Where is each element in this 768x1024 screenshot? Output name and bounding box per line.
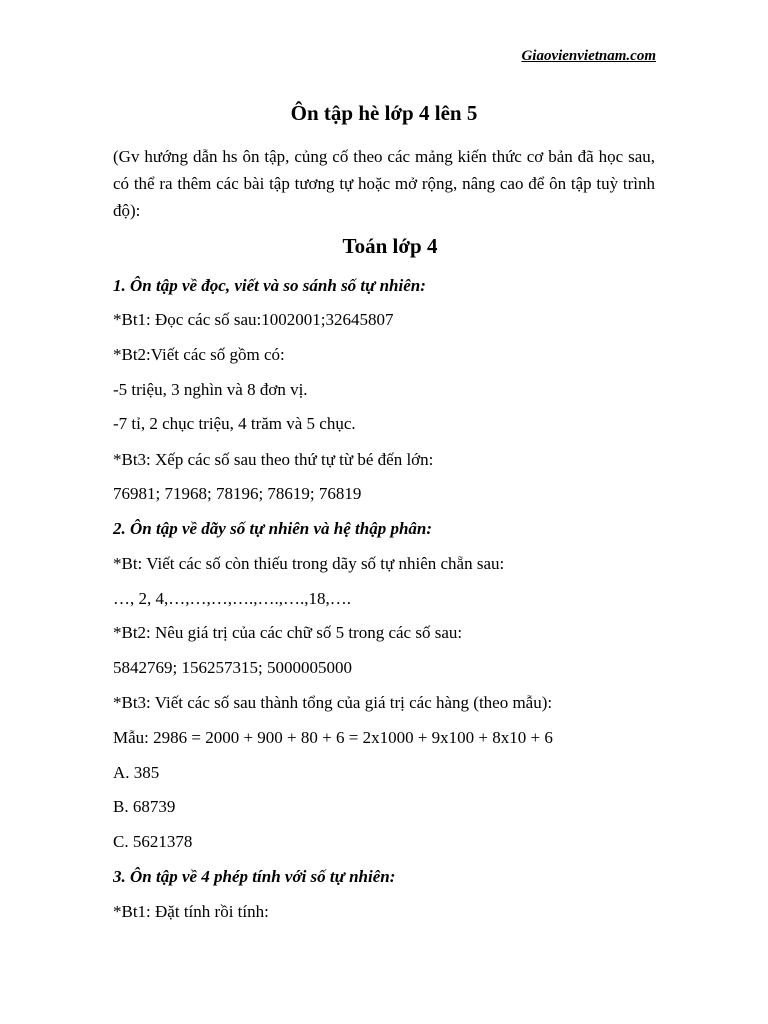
intro-paragraph: (Gv hướng dẫn hs ôn tập, củng cố theo các mảng kiến thức cơ bản đã học sau, có thể ra thêm các bài tập tương tự hoặc mở rộng, nâng cao để ôn tập tuỳ trình độ): [113,147,655,220]
subject-title: Toán lớp 4 [342,234,438,258]
exercise-line: 76981; 71968; 78196; 78619; 76819 [113,484,362,503]
exercise-line: C. 5621378 [113,832,193,851]
section-2-heading: 2. Ôn tập về dãy số tự nhiên và hệ thập phân: [113,519,433,538]
exercise-line: *Bt3: Viết các số sau thành tổng của giá trị các hàng (theo mẫu): [113,693,553,712]
exercise-line: *Bt2: Nêu giá trị của các chữ số 5 trong các số sau: [113,623,463,642]
exercise-line: *Bt2:Viết các số gồm có: [113,345,285,364]
exercise-line: -5 triệu, 3 nghìn và 8 đơn vị. [113,380,308,399]
exercise-line: *Bt1: Đặt tính rồi tính: [113,902,269,921]
document-title: Ôn tập hè lớp 4 lên 5 [290,101,478,125]
exercise-line: *Bt1: Đọc các số sau:1002001;32645807 [113,310,394,329]
exercise-line: *Bt: Viết các số còn thiếu trong dãy số tự nhiên chẵn sau: [113,554,505,573]
exercise-line: A. 385 [113,763,160,782]
site-link[interactable]: Giaovienvietnam.com [521,48,656,64]
exercise-line: …, 2, 4,…,…,…,….,….,….,18,…. [113,589,351,608]
section-1-heading: 1. Ôn tập về đọc, viết và so sánh số tự nhiên: [113,276,426,295]
exercise-line: -7 tỉ, 2 chục triệu, 4 trăm và 5 chục. [113,414,356,433]
exercise-line: 5842769; 156257315; 5000005000 [113,658,352,677]
exercise-line: *Bt3: Xếp các số sau theo thứ tự từ bé đến lớn: [113,450,434,469]
exercise-line: Mẫu: 2986 = 2000 + 900 + 80 + 6 = 2x1000 + 9x100 + 8x10 + 6 [113,728,553,747]
exercise-line: B. 68739 [113,797,176,816]
section-3-heading: 3. Ôn tập về 4 phép tính với số tự nhiên: [113,867,396,886]
